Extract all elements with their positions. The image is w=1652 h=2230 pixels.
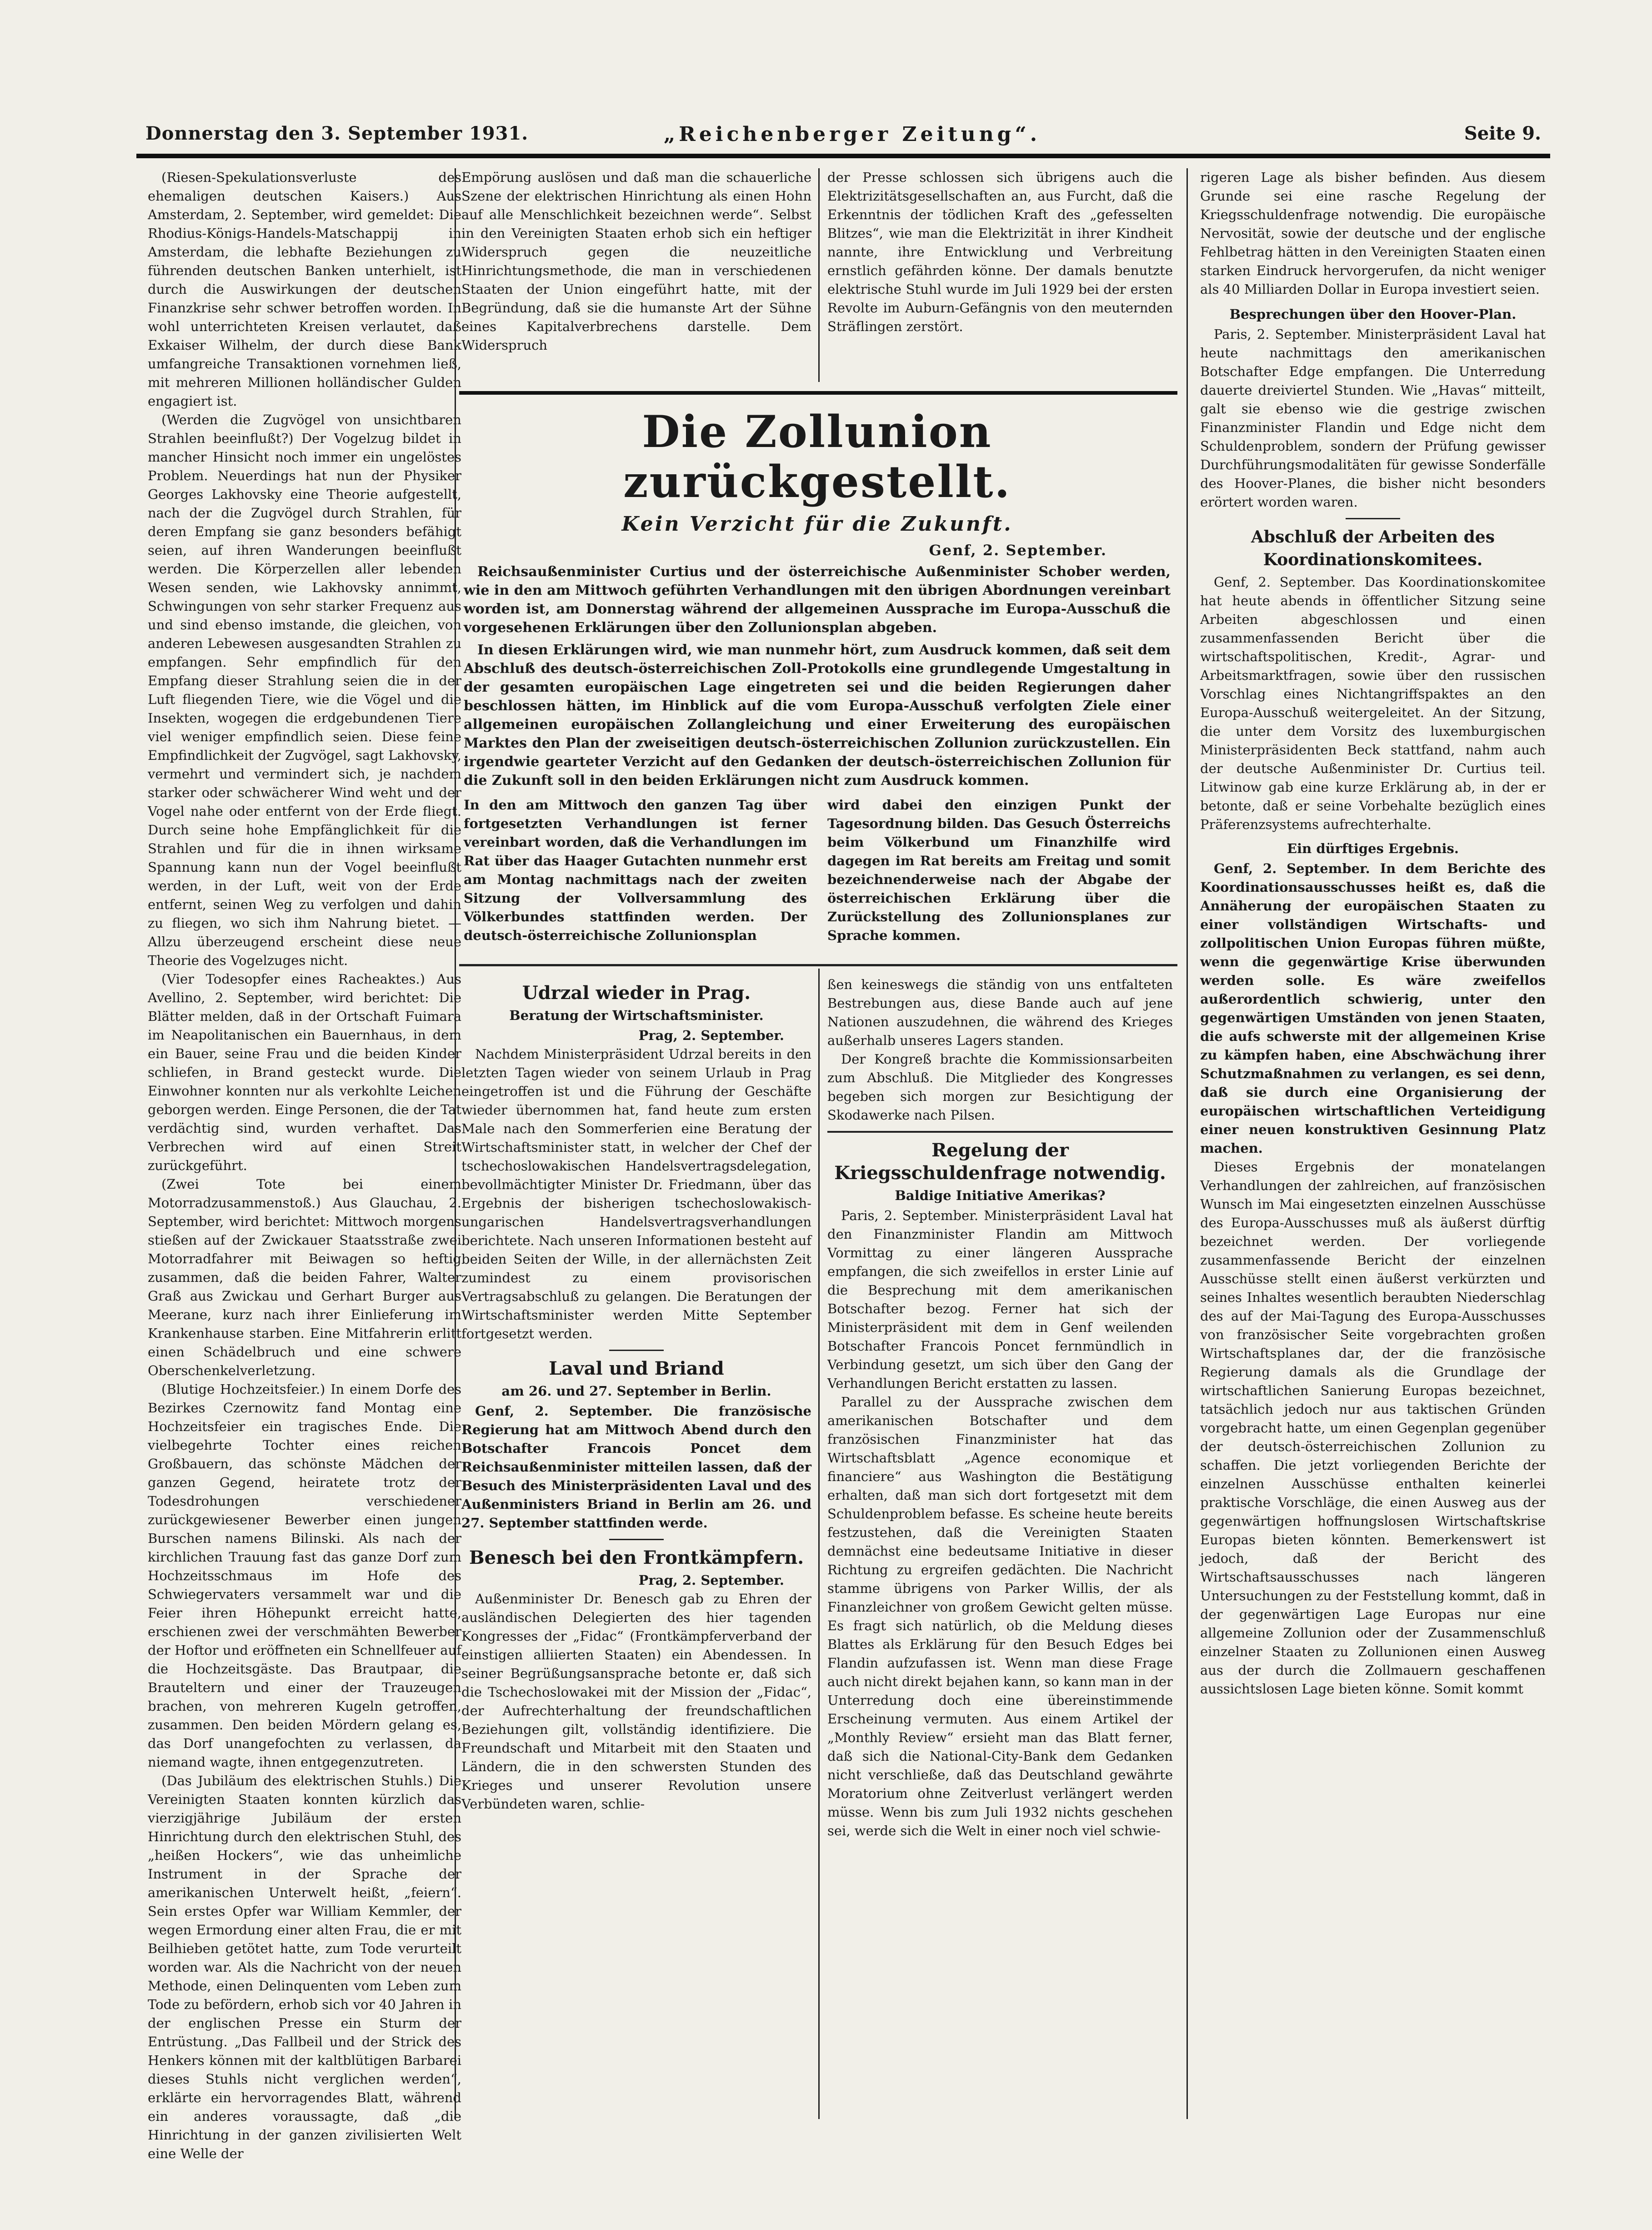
continuation-text: der Presse schlossen sich übrigens auch die Elektrizitätsgesellschaften an, aus Furcht, daß die Erkenntnis der tödlichen Kraft des „gefesselten Blitzes“, wie man die Elektrizität in ihrer Kindheit nannte, ihre Entwicklung und Verbreitung ernstlich gefährden könne. Der damals benutzte elektrische Stuhl wurde im Juli 1929 bei der ersten Revolte im Auburn-Gefängnis von den meuternden Sträflingen zerstört. bbox=[827, 170, 1173, 334]
lead-subtitle: Kein Verzicht für die Zukunft. bbox=[621, 512, 1013, 536]
article-hoover-plan: Paris, 2. September. Ministerpräsident Laval hat heute nachmittags den amerikanischen Botschafter Edge empfangen. Die Unterredung dauerte dreiviertel Stunden. Wie „Havas“ mitteilt, galt sie ebenso wie die gestrige zwischen Finanzminister Flandin und Edge nicht dem Schuldenproblem, sondern der Prüfung gewisser Durchführungsmodalitäten für gewisse Sonderfälle des Hoover-Planes, die bisher nicht besonders erörtert worden waren. bbox=[1200, 326, 1546, 510]
lead-paragraph-2: In diesen Erklärungen wird, wie man nunmehr hört, zum Ausdruck kommen, daß seit dem Abschluß des deutsch-österreichischen Zoll-Protokolls eine grundlegende Umgestaltung in der gesamten europäischen Lage eingetreten sei und die beiden Regierungen daher beschlossen hätten, im Hinblick auf die vom Europa-Ausschuß verfolgten Ziele einer allgemeinen europäischen Zollangleichung und einer Erweiterung des europäischen Marktes den Plan der zweiseitigen deutsch-österreichischen Zollunion zurückzustellen. Ein irgendwie gearteter Verzicht auf den Gedanken der deutsch-österreichischen Zollunion für die Zukunft soll in den beiden Erklärungen nicht zum Ausdruck kommen. bbox=[464, 642, 1171, 789]
header-paper-name: „Reichenberger Zeitung“. bbox=[664, 123, 1041, 146]
column-1 bbox=[148, 168, 461, 2161]
headline-laval-briand: Laval und Briand bbox=[549, 1358, 724, 1379]
subhead-kriegsschulden: Baldige Initiative Amerikas? bbox=[895, 1188, 1106, 1203]
headline-koordinationskomitee: Abschluß der Arbeiten des Koordinationskomitees. bbox=[1251, 527, 1495, 569]
subhead-udrzal: Beratung der Wirtschaftsminister. bbox=[509, 1008, 764, 1023]
article-udrzal: Nachdem Ministerpräsident Udrzal bereits in den letzten Tagen wieder von seinem Urlaub in Prag eingetroffen ist und die Führung der Geschäfte wieder übernommen hat, fand heute zum ersten Male nach den Sommerferien eine Beratung der Wirtschaftsminister statt, in welcher der Chef der tschechoslowakischen Handelsvertragsdelegation, bevollmächtigter Minister Dr. Friedmann, über das Ergebnis der bisherigen tschechoslowakisch-ungarischen Handelsvertragsverhandlungen berichtete. Nach unseren Informationen besteht auf beiden Seiten der Wille, in der allernächsten Zeit zumindest zu einem provisorischen Vertragsabschluß zu gelangen. Die Beratungen der Wirtschaftsminister werden Mitte September fortgesetzt werden. bbox=[461, 1046, 811, 1341]
column-3-top bbox=[827, 168, 1173, 368]
subhead-laval-briand: am 26. und 27. September in Berlin. bbox=[501, 1383, 771, 1399]
column-rule-2 bbox=[818, 168, 820, 382]
lead-title: Die Zollunion zurückgestellt. bbox=[623, 406, 1011, 507]
lead-column-b: wird dabei den einzigen Punkt der Tagesordnung bilden. Das Gesuch Österreichs beim Völkerbund um Finanzhilfe wird dagegen im Rat bereits am Freitag und somit bezeichnenderweise nach der Abgabe der österreichischen Erklärung über die Zurückstellung des Zollunionsplanes zur Sprache kommen. bbox=[827, 797, 1171, 943]
article-kongress: Der Kongreß brachte die Kommissionsarbeiten zum Abschluß. Die Mitglieder des Kongresses begeben sich morgen zur Besichtigung der Skodawerke nach Pilsen. bbox=[827, 1051, 1173, 1123]
lead-bottom-rule bbox=[459, 964, 1177, 966]
continuation-kriegsschulden: rigeren Lage als bisher befinden. Aus diesem Grunde sei eine rasche Regelung der Kriegsschuldenfrage notwendig. Die europäische Nervosität, sowie der deutsche und der englische Fehlbetrag hätten in den Vereinigten Staaten einen starken Eindruck hervorgerufen, da nicht weniger als 40 Milliarden Dollar in Europa investiert seien. bbox=[1200, 170, 1546, 297]
lead-two-columns bbox=[459, 796, 1175, 959]
headline-kriegsschulden: Regelung der Kriegsschuldenfrage notwendig. bbox=[834, 1140, 1166, 1184]
headline-benesch: Benesch bei den Frontkämpfern. bbox=[469, 1547, 804, 1568]
article-elektrischer-stuhl: (Das Jubiläum des elektrischen Stuhls.) Die Vereinigten Staaten konnten kürzlich das vierzigjährige Jubiläum der ersten Hinrichtung durch den elektrischen Stuhl, des „heißen Hockers“, wie das unheimliche Instrument in der Sprache der amerikanischen Unterwelt heißt, „feiern“. Sein erstes Opfer war William Kemmler, der wegen Ermordung einer alten Frau, die er mit Beilhieben getötet hatte, zum Tode verurteilt worden war. Als die Nachricht von der neuen Methode, einen Delinquenten vom Leben zum Tode zu befördern, erhob sich vor 40 Jahren in der englischen Presse ein Sturm der Entrüstung. „Das Fallbeil und der Strick des Henkers können mit der kaltblütigen Barbarei dieses Stuhls nicht verglichen werden“, erklärte ein hervorragendes Blatt, während ein anderes voraussagte, daß „die Hinrichtung in der ganzen zivilisierten Welt eine Welle der bbox=[148, 1773, 461, 2161]
lead-article bbox=[459, 396, 1175, 959]
header-page-number: Seite 9. bbox=[1464, 123, 1541, 144]
column-rule-4 bbox=[818, 969, 820, 2119]
header-rule bbox=[136, 154, 1550, 158]
header-date: Donnerstag den 3. September 1931. bbox=[145, 123, 529, 144]
dateline-udrzal: Prag, 2. September. bbox=[638, 1028, 784, 1043]
page-header bbox=[136, 123, 1550, 150]
article-riesen-spekulation: (Riesen-Spekulationsverluste des ehemaligen deutschen Kaisers.) Aus Amsterdam, 2. September, wird gemeldet: Die Rhodius-Königs-Handels-Matschappij in Amsterdam, die lebhafte Beziehungen zu führenden deutschen Banken unterhielt, ist durch die Auswirkungen der deutschen Finanzkrise sehr schwer betroffen worden. In wohl unterrichteten Kreisen verlautet, daß Exkaiser Wilhelm, der durch diese Bank umfangreiche Transaktionen vornehmen ließ, mit mehreren Millionen holländischer Gulden engagiert ist. bbox=[148, 170, 461, 409]
lead-dateline: Genf, 2. September. bbox=[929, 542, 1107, 559]
subhead-ergebnis: Ein dürftiges Ergebnis. bbox=[1287, 841, 1459, 856]
article-motorrad: (Zwei Tote bei einem Motorradzusammenstoß.) Aus Glauchau, 2. September, wird berichtet: Mittwoch morgens stießen auf der Zwickauer Staatsstraße zwei Motorradfahrer mit Beiwagen so heftig zusammen, daß die beiden Fahrer, Walter Graß aus Zwickau und Gerhart Burger aus Meerane, kurz nach ihrer Einlieferung im Krankenhause starben. Eine Mitfahrerin erlitt einen Schädelbruch und eine schwere Oberschenkelverletzung. bbox=[148, 1176, 461, 1378]
article-kriegsschulden-1: Paris, 2. September. Ministerpräsident Laval hat den Finanzminister Flandin am Mittwoch Vormittag zu einer längeren Aussprache empfangen, die sich zweifellos in erster Linie auf die Besprechung mit dem amerikanischen Botschafter bezog. Ferner hat sich der Ministerpräsident mit dem in Genf weilenden Botschafter Francois Poncet fernmündlich in Verbindung gesetzt, um sich über den Gang der Verhandlungen Bericht erstatten zu lassen. bbox=[827, 1208, 1173, 1391]
article-laval-briand: Genf, 2. September. Die französische Regierung hat am Mittwoch Abend durch den Botschafter Francois Poncet dem Reichsaußenminister mitteilen lassen, daß der Besuch des Ministerpräsidenten Laval und des Außenministers Briand in Berlin am 26. und 27. September stattfinden werde. bbox=[461, 1403, 811, 1531]
article-koordinationskomitee: Genf, 2. September. Das Koordinationskomitee hat heute abends in öffentlicher Sitzung seine Arbeiten abgeschlossen und einen zusammenfassenden Bericht über die wirtschaftspolitischen, Kredit-, Agrar- und Arbeitsmarktfragen, sowie über den russischen Vorschlag eines Nichtangriffspaktes an den Europa-Ausschuß weitergeleitet. An der Sitzung, die unter dem Vorsitz des luxemburgischen Ministerpräsidenten Beck stattfand, nahm auch der deutsche Außenminister Dr. Curtius teil. Litwinow gab eine kurze Erklärung ab, in der er betonte, daß er seine Vorbehalte bezüglich eines Präferenzsystems aufrechterhalte. bbox=[1200, 574, 1546, 832]
headline-hoover-plan: Besprechungen über den Hoover-Plan. bbox=[1229, 306, 1517, 322]
lead-top-rule bbox=[459, 391, 1177, 395]
separator bbox=[609, 1539, 664, 1540]
lead-paragraph-1: Reichsaußenminister Curtius und der österreichische Außenminister Schober werden, wie in den am Mittwoch geführten Verhandlungen mit den übrigen Abordnungen vereinbart worden ist, am Donnerstag während der allgemeinen Aussprache im Europa-Ausschuß die vorgesehenen Erklärungen über den Zollunionsplan abgeben. bbox=[464, 564, 1171, 636]
article-ergebnis-1: Genf, 2. September. In dem Berichte des Koordinationsausschusses heißt es, daß die Annäherung der europäischen Staaten zu einer vollständigen Wirtschafts- und zollpolitischen Union Europas führen müßte, wenn die gegenwärtige Krise überwunden werden solle. Es wäre zweifellos außerordentlich schwierig, unter den gegenwärtigen Umständen von jenen Staaten, die aufs schwerste mit der allgemeinen Krise zu kämpfen haben, eine Abschwächung ihrer Schutzmaßnahmen zu verlangen, es sei denn, daß sie durch eine Organisierung der europäischen wirtschaftlichen Verteidigung einer neuen konstruktiven Gesinnung Platz machen. bbox=[1200, 861, 1546, 1156]
separator bbox=[609, 1350, 664, 1351]
dateline-benesch: Prag, 2. September. bbox=[638, 1572, 784, 1588]
article-kriegsschulden-2: Parallel zu der Aussprache zwischen dem amerikanischen Botschafter und dem französischen Finanzminister hat das Wirtschaftsblatt „Agence economique et financiere“ aus Washington die Bestätigung erhalten, daß man sich dort fortgesetzt mit dem Schuldenproblem befasse. Es scheine heute bereits festzustehen, daß die Vereinigten Staaten demnächst eine bedeutsame Initiative in dieser Richtung zu ergreifen gedächten. Die Nachricht stamme übrigens von Parker Willis, der als Finanzleichner von großem Gewicht gelten müsse. Es fragt sich natürlich, ob die Meldung dieses Blattes als Erklärung für den Besuch Edges bei Flandin aufzufassen ist. Wenn man diese Frage auch nicht direkt bejahen kann, so kann man in der Unterredung doch eine übereinstimmende Erscheinung vermuten. Aus einem Artikel der „Monthly Review“ ersieht man das Blatt ferner, daß sich die National-City-Bank dem Gedanken nicht verschließe, daß das Deutschland gewährte Moratorium ohne Zeitverlust verlängert werden müsse. Wenn bis zum Juli 1932 nichts geschehen sei, werde sich die Welt in einer noch viel schwie- bbox=[827, 1394, 1173, 1838]
lead-column-a: In den am Mittwoch den ganzen Tag über fortgesetzten Verhandlungen ist ferner vereinbart worden, daß die Verhandlungen im Rat über das Haager Gutachten nunmehr erst am Montag nachmittags nach der zweiten Sitzung der Vollversammlung des Völkerbundes stattfinden werden. Der deutsch-österreichische Zollunionsplan bbox=[464, 797, 807, 943]
separator bbox=[1346, 518, 1400, 519]
article-racheakt: (Vier Todesopfer eines Racheaktes.) Aus Avellino, 2. September, wird berichtet: Die Blätter melden, daß in der Ortschaft Fuimara im Neapolitanischen ein Bauernhaus, in dem ein Bauer, seine Frau und die beiden Kinder schliefen, in Brand gesteckt wurde. Die Einwohner konnten nur als verkohlte Leichen geborgen werden. Einge Personen, die der Tat verdächtig sind, wurden verhaftet. Das Verbrechen wird auf einen Streit zurückgeführt. bbox=[148, 971, 461, 1173]
article-ergebnis-2: Dieses Ergebnis der monatelangen Verhandlungen der zahlreichen, auf französischen Wunsch im Mai eingesetzten einzelnen Ausschüsse des Europa-Ausschusses muß als äußerst dürftig bezeichnet werden. Der vorliegende zusammenfassende Bericht der einzelnen Ausschüsse stellt einen äußerst verkürzten und seines Inhaltes wesentlich beraubten Niederschlag des auf der Mai-Tagung des Europa-Ausschusses von französischer Seite vorgebrachten großen Wirtschaftsplanes dar, der die französische Regierung damals als die Grundlage der wirtschaftlichen Sanierung Europas bezeichnet, tatsächlich jedoch nur aus taktischen Gründen vorgebracht hatte, um einen Gegenplan gegenüber der deutsch-österreichischen Zollunion zu schaffen. Die jetzt vorliegenden Berichte der einzelnen Ausschüsse enthalten keinerlei praktische Vorschläge, die einen Ausweg aus der gegenwärtigen hoffnungslosen Wirtschaftskrise Europas bieten könnten. Bemerkenswert ist jedoch, daß der Bericht des Wirtschaftsausschusses nach längeren Untersuchungen zu der Feststellung kommt, daß in der gegenwärtigen Lage Europas nur eine allgemeine Zollunion oder der Zusammenschluß einzelner Staaten zu Zollunionen einen Ausweg aus der durch die Zollmauern geschaffenen aussichtslosen Lage bieten könne. Somit kommt bbox=[1200, 1159, 1546, 1697]
continuation-benesch: ßen keineswegs die ständig von uns entfalteten Bestrebungen aus, diese Bande auch auf jene Nationen auszudehnen, die während des Krieges außerhalb unseres Lagers standen. bbox=[827, 977, 1173, 1048]
column-rule-3 bbox=[1186, 168, 1188, 2119]
column-2-top bbox=[461, 168, 811, 368]
continuation-text: Empörung auslösen und daß man die schauerliche Szene der elektrischen Hinrichtung als einen Hohn auf alle Menschlichkeit bezeichnen werde“. Selbst in den Vereinigten Staaten erhob sich ein heftiger Widerspruch gegen die neuzeitliche Hinrichtungsmethode, die man in verschiedenen Staaten der Union eingeführt hatte, mit der Begründung, daß sie die humanste Art der Sühne eines Kapitalverbrechens darstelle. Dem Widerspruch bbox=[461, 170, 811, 353]
column-2-bottom bbox=[461, 975, 811, 2121]
article-benesch: Außenminister Dr. Benesch gab zu Ehren der ausländischen Delegierten des hier tagenden Kongresses der „Fidac“ (Frontkämpferverband der einstigen alliierten Staaten) ein Abendessen. In seiner Begrüßungsansprache betonte er, daß sich die Tschechoslowakei mit der Mission der „Fidac“, der Aufrechterhaltung der freundschaftlichen Beziehungen gilt, vollständig identifiziere. Die Freundschaft und Mitarbeit mit den Staaten und Ländern, die in den schwersten Stunden des Krieges und unserer Revolution unsere Verbündeten waren, schlie- bbox=[461, 1591, 811, 1812]
article-zugvoegel: (Werden die Zugvögel von unsichtbaren Strahlen beeinflußt?) Der Vogelzug bildet in mancher Hinsicht noch immer ein ungelöstes Problem. Neuerdings hat nun der Physiker Georges Lakhovsky eine Theorie aufgestellt, nach der die Zugvögel durch Strahlen, für deren Empfang sie ganz besonders befähigt seien, auf ihren Wanderungen beeinflußt werden. Die Körperzellen aller lebenden Wesen senden, wie Lakhovsky annimmt, Schwingungen von sehr starker Frequenz aus und sind ebenso imstande, die gleichen, von anderen Lebewesen ausgesandten Strahlen zu empfangen. Sehr empfindlich für den Empfang dieser Strahlung seien die in der Luft fliegenden Tiere, wie die Vögel und die Insekten, wogegen die erdgebundenen Tiere viel weniger empfindlich seien. Diese feine Empfindlichkeit der Zugvögel, sagt Lakhovsky, vermehrt und vermindert sich, je nachdem starker oder schwächerer Wind weht und der Vogel nahe oder entfernt von der Erde fliegt. Durch seine hohe Empfänglichkeit für die Strahlen und für die in ihnen wirksame Spannung kann nun der Vogel beeinflußt werden, in der Luft, weit von der Erde entfernt, seinen Weg zu verfolgen und dahin zu fliegen, wo sich ihm Nahrung bietet. — Allzu überzeugend erscheint diese neue Theorie des Vogelzuges nicht. bbox=[148, 412, 461, 968]
article-hochzeitsfeier: (Blutige Hochzeitsfeier.) In einem Dorfe des Bezirkes Czernowitz fand Montag eine Hochzeitsfeier ein tragisches Ende. Die vielbegehrte Tochter eines reichen Großbauern, das schönste Mädchen der ganzen Gegend, heiratete trotz der Todesdrohungen verschiedener zurückgewiesener Bewerber einen jungen Burschen namens Bilinski. Als nach der kirchlichen Trauung fast das ganze Dorf zum Hochzeitsschmaus im Hofe des Schwiegervaters versammelt war und die Feier ihren Höhepunkt erreicht hatte, erschienen zwei der verschmähten Bewerber der Hoftor und eröffneten ein Schnellfeuer auf die Hochzeitsgäste. Das Brautpaar, die Brauteltern und einer der Trauzeugen brachen, von mehreren Kugeln getroffen, zusammen. Den beiden Mördern gelang es, das Dorf unangefochten zu verlassen, da niemand wagte, ihnen entgegenzutreten. bbox=[148, 1381, 461, 1770]
separator bbox=[827, 1131, 1173, 1133]
column-3-bottom bbox=[827, 975, 1173, 2121]
column-4 bbox=[1200, 168, 1546, 2114]
headline-udrzal: Udrzal wieder in Prag. bbox=[522, 982, 751, 1004]
